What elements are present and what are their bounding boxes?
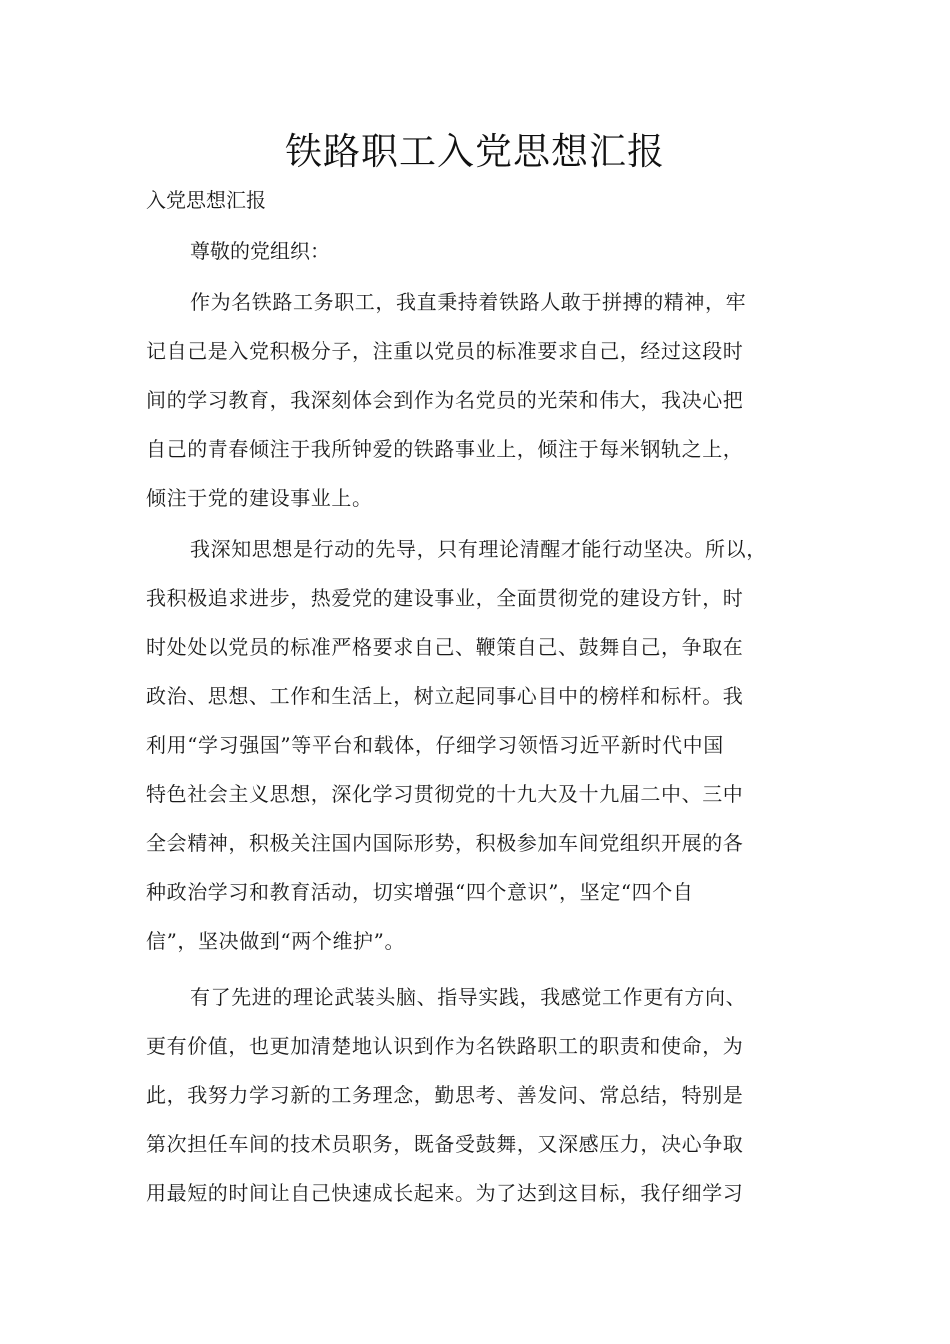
body-line: 自己的青春倾注于我所钟爱的铁路事业上，倾注于每米钢轨之上， [146,437,744,461]
body-line: 我深知思想是行动的先导，只有理论清醒才能行动坚决。所以， [190,537,767,561]
salutation: 尊敬的党组织： [190,239,330,263]
document-subtitle: 入党思想汇报 [146,188,266,212]
body-line: 倾注于党的建设事业上。 [146,486,373,510]
body-line: 特色社会主义思想，深化学习贯彻党的十九大及十九届二中、三中 [146,782,744,806]
body-line: 有了先进的理论武装头脑、指导实践，我感觉工作更有方向、 [190,985,747,1009]
body-line: 时处处以党员的标准严格要求自己、鞭策自己、鼓舞自己，争取在 [146,635,744,659]
body-line: 此，我努力学习新的工务理念，勤思考、善发问、常总结，特别是 [146,1083,744,1107]
body-line: 更有价值，也更加清楚地认识到作为名铁路职工的职责和使命，为 [146,1034,744,1058]
body-line: 信”，坚决做到“两个维护”。 [146,929,406,953]
body-line: 我积极追求进步，热爱党的建设事业，全面贯彻党的建设方针，时 [146,586,744,610]
body-line: 第次担任车间的技术员职务，既备受鼓舞，又深感压力，决心争取 [146,1132,744,1156]
body-line: 作为名铁路工务职工，我直秉持着铁路人敢于拼搏的精神，牢 [190,290,747,314]
body-line: 全会精神，积极关注国内国际形势，积极参加车间党组织开展的各 [146,831,744,855]
body-line: 用最短的时间让自己快速成长起来。为了达到这目标，我仔细学习 [146,1181,744,1205]
body-line: 政治、思想、工作和生活上，树立起同事心目中的榜样和标杆。我 [146,684,744,708]
body-line: 利用“学习强国”等平台和载体，仔细学习领悟习近平新时代中国 [146,733,724,757]
body-line: 记自己是入党积极分子，注重以党员的标准要求自己，经过这段时 [146,339,744,363]
body-line: 种政治学习和教育活动，切实增强“四个意识”，坚定“四个自 [146,880,694,904]
document-title: 铁路职工入党思想汇报 [285,130,665,173]
body-line: 间的学习教育，我深刻体会到作为名党员的光荣和伟大，我决心把 [146,388,744,412]
